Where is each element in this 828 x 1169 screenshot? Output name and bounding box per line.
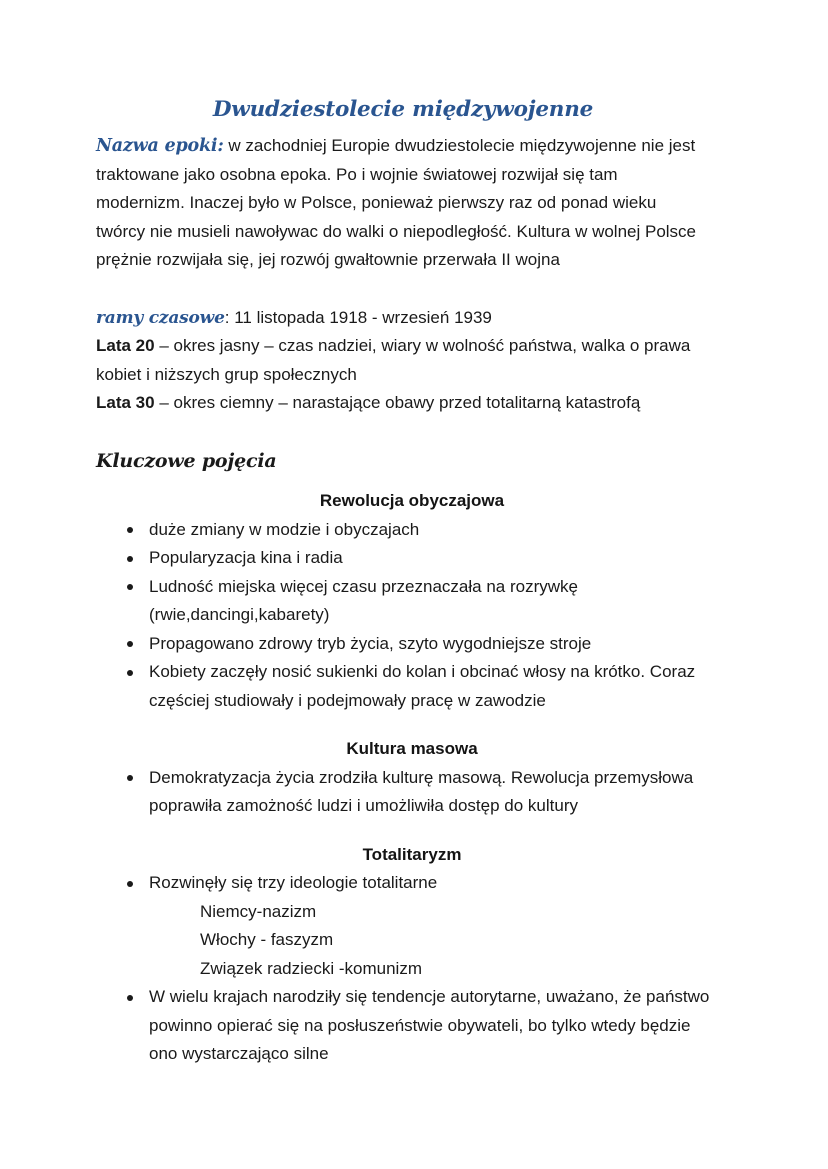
sublist-item: Niemcy-nazizm — [200, 901, 317, 921]
decade-20-line — [96, 332, 710, 389]
bullet-dot-icon — [127, 670, 133, 676]
page-title: Dwudziestolecie międzywojenne — [212, 97, 594, 122]
section-title-rewolucja-obyczajowa: Rewolucja obyczajowa — [319, 491, 505, 510]
decade-30-line — [96, 389, 710, 418]
sublist-totalitaryzm-ideologies — [96, 898, 710, 984]
list-item — [96, 658, 710, 715]
list-item-text: Demokratyzacja życia zrodziła kulturę masową. Rewolucja przemysłowa poprawiła zamożność ludzi i umożliwiła dostęp do kultury — [149, 767, 694, 815]
decade-20-name: Lata 20 — [96, 336, 155, 355]
list-item — [96, 544, 710, 573]
list-item — [96, 764, 710, 821]
decade-20-description: – okres jasny – czas nadziei, wiary w wolność państwa, walka o prawa kobiet i niższych grup społecznych — [96, 336, 691, 384]
bullet-dot-icon — [127, 995, 133, 1001]
bullet-list-totalitaryzm — [96, 869, 710, 898]
intro-label: Nazwa epoki: — [96, 136, 224, 156]
section-title-kultura-masowa: Kultura masowa — [346, 739, 478, 758]
list-item-text: duże zmiany w modzie i obyczajach — [149, 519, 420, 539]
bullet-dot-icon — [127, 556, 133, 562]
sublist-item: Włochy - faszyzm — [200, 930, 334, 949]
spacer — [96, 275, 710, 304]
bullet-dot-icon — [127, 775, 133, 781]
list-item-text: Rozwinęły się trzy ideologie totalitarne — [149, 873, 438, 892]
spacer — [96, 475, 710, 487]
key-concepts-heading: Kluczowe pojęcia — [96, 449, 277, 472]
bullet-list-kultura-masowa — [96, 764, 710, 821]
bullet-dot-icon — [127, 527, 133, 533]
section-title-totalitaryzm: Totalitaryzm — [362, 844, 462, 864]
list-item-text: W wielu krajach narodziły się tendencje autorytarne, uważano, że państwo powinno opierać się na posłuszeństwie obywateli, bo tylko wtedy będzie ono wystarczająco silne — [149, 987, 710, 1063]
timeframe-value: : 11 listopada 1918 - wrzesień 1939 — [224, 307, 492, 327]
bullet-dot-icon — [127, 584, 133, 590]
sublist-item: Związek radziecki -komunizm — [200, 958, 422, 978]
bullet-list-totalitaryzm-continued — [96, 983, 710, 1069]
list-item — [96, 516, 710, 545]
timeframe-label: ramy czasowe — [96, 307, 225, 328]
timeframe-line — [96, 304, 710, 333]
spacer — [96, 418, 710, 447]
bullet-dot-icon — [127, 881, 133, 887]
list-item-text: Kobiety zaczęły nosić sukienki do kolan i obcinać włosy na krótko. Coraz częściej studiowały i podejmowały pracę w zawodzie — [149, 662, 696, 710]
decade-30-name: Lata 30 — [96, 393, 155, 412]
document-content — [96, 96, 710, 1069]
bullet-dot-icon — [127, 641, 133, 647]
bullet-list-rewolucja-obyczajowa — [96, 516, 710, 716]
intro-body: w zachodniej Europie dwudziestolecie międzywojenne nie jest traktowane jako osobna epoka. Po i wojnie światowej rozwijał się tam modernizm. Inaczej było w Polsce, ponieważ pierwszy raz od ponad wieku twórcy nie musieli nawoływac do walki o niepodległość. Kultura w wolnej Polsce prężnie rozwijała się, jej rozwój gwałtownie przerwała II wojna — [96, 136, 697, 269]
list-item — [96, 983, 710, 1069]
list-item-text: Propagowano zdrowy tryb życia, szyto wygodniejsze stroje — [149, 633, 592, 653]
intro-paragraph — [96, 132, 710, 275]
list-item — [96, 869, 710, 898]
decade-30-description: – okres ciemny – narastające obawy przed totalitarną katastrofą — [154, 393, 641, 412]
spacer — [96, 715, 710, 735]
list-item — [96, 573, 710, 630]
list-item-text: Ludność miejska więcej czasu przeznaczała na rozrywkę (rwie,dancingi,kabarety) — [149, 576, 578, 624]
spacer — [96, 821, 710, 841]
list-item — [96, 630, 710, 659]
list-item-text: Popularyzacja kina i radia — [149, 548, 343, 567]
